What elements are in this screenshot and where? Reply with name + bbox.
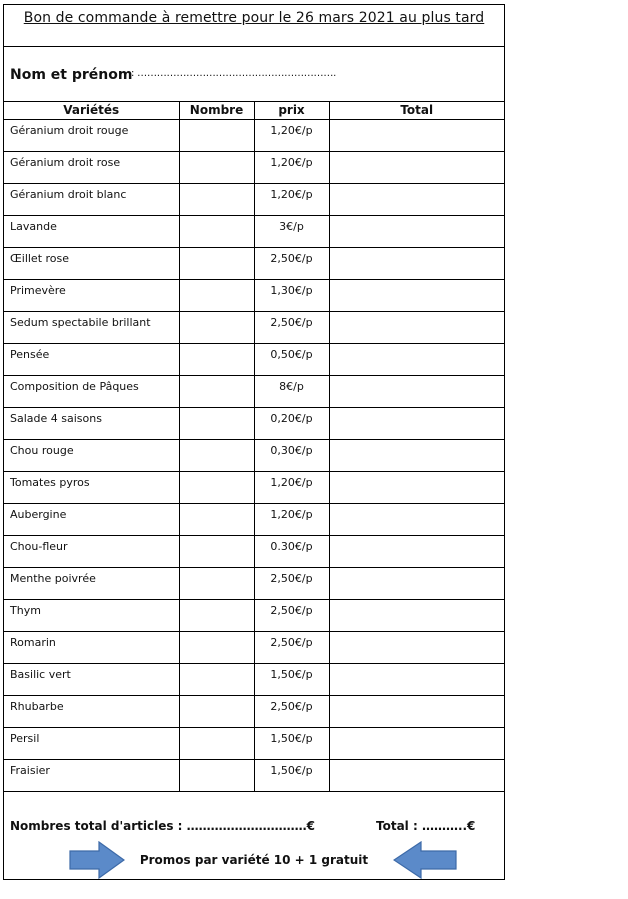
variety-cell (4, 568, 179, 600)
variety-cell (4, 248, 179, 280)
name-label: Nom et prénom (10, 67, 133, 83)
price-value: 1,50€/p (270, 668, 313, 681)
quantity-cell[interactable] (179, 120, 254, 152)
variety-name: Chou-fleur (10, 540, 68, 553)
variety-name: Chou rouge (10, 444, 74, 457)
price-cell (254, 760, 329, 792)
price-cell (254, 728, 329, 760)
arrow-shape (394, 842, 456, 878)
total-items-label: Nombres total d'articles : …………………………€ (10, 819, 316, 833)
quantity-cell[interactable] (179, 248, 254, 280)
column-header-total: Total (329, 101, 504, 120)
total-cell[interactable] (329, 120, 504, 152)
price-value: 2,50€/p (270, 252, 313, 265)
total-cell[interactable] (329, 600, 504, 632)
price-value: 2,50€/p (270, 604, 313, 617)
price-cell (254, 120, 329, 152)
price-value: 3€/p (279, 220, 304, 233)
table-row (4, 216, 504, 248)
price-cell (254, 280, 329, 312)
total-cell[interactable] (329, 312, 504, 344)
variety-cell (4, 536, 179, 568)
page-title: Bon de commande à remettre pour le 26 mars 2021 au plus tard (23, 10, 485, 26)
variety-cell (4, 696, 179, 728)
quantity-cell[interactable] (179, 536, 254, 568)
variety-name: Thym (10, 604, 41, 617)
title-box (4, 5, 504, 47)
price-cell (254, 600, 329, 632)
price-value: 1,20€/p (270, 124, 313, 137)
table-row (4, 184, 504, 216)
price-value: 1,50€/p (270, 764, 313, 777)
column-header-variety: Variétés (4, 101, 179, 120)
variety-name: Persil (10, 732, 40, 745)
variety-name: Lavande (10, 220, 57, 233)
variety-name: Primevère (10, 284, 66, 297)
total-cell[interactable] (329, 664, 504, 696)
quantity-cell[interactable] (179, 184, 254, 216)
order-table (4, 101, 504, 792)
price-value: 1,50€/p (270, 732, 313, 745)
total-cell[interactable] (329, 536, 504, 568)
quantity-cell[interactable] (179, 696, 254, 728)
quantity-cell[interactable] (179, 632, 254, 664)
quantity-cell[interactable] (179, 568, 254, 600)
table-row (4, 408, 504, 440)
variety-cell (4, 184, 179, 216)
variety-cell (4, 760, 179, 792)
variety-cell (4, 120, 179, 152)
total-cell[interactable] (329, 760, 504, 792)
total-cell[interactable] (329, 568, 504, 600)
quantity-cell[interactable] (179, 408, 254, 440)
total-cell[interactable] (329, 440, 504, 472)
variety-cell (4, 440, 179, 472)
variety-cell (4, 472, 179, 504)
table-row (4, 312, 504, 344)
variety-cell (4, 216, 179, 248)
price-cell (254, 568, 329, 600)
total-cell[interactable] (329, 248, 504, 280)
variety-name: Romarin (10, 636, 56, 649)
price-value: 1,30€/p (270, 284, 313, 297)
table-row (4, 600, 504, 632)
name-section (4, 46, 504, 102)
table-row (4, 472, 504, 504)
total-cell[interactable] (329, 472, 504, 504)
variety-name: Tomates pyros (10, 476, 90, 489)
total-cell[interactable] (329, 408, 504, 440)
price-value: 1,20€/p (270, 188, 313, 201)
total-cell[interactable] (329, 632, 504, 664)
name-field[interactable]: : ……………………………………………………. (131, 68, 337, 79)
column-header-quantity: Nombre (179, 101, 254, 120)
variety-name: Sedum spectabile brillant (10, 316, 151, 329)
table-row (4, 632, 504, 664)
price-value: 1,20€/p (270, 156, 313, 169)
quantity-cell[interactable] (179, 600, 254, 632)
variety-cell (4, 600, 179, 632)
total-cell[interactable] (329, 696, 504, 728)
table-row (4, 344, 504, 376)
variety-name: Géranium droit rouge (10, 124, 129, 137)
table-row (4, 664, 504, 696)
variety-name: Géranium droit blanc (10, 188, 127, 201)
variety-cell (4, 152, 179, 184)
variety-name: Aubergine (10, 508, 67, 521)
table-row (4, 376, 504, 408)
variety-cell (4, 408, 179, 440)
variety-cell (4, 728, 179, 760)
total-cell[interactable] (329, 152, 504, 184)
price-cell (254, 152, 329, 184)
price-cell (254, 536, 329, 568)
variety-cell (4, 344, 179, 376)
column-header-price: prix (254, 101, 329, 120)
arrow-left-icon (393, 841, 457, 879)
table-row (4, 536, 504, 568)
price-cell (254, 184, 329, 216)
price-cell (254, 248, 329, 280)
variety-name: Basilic vert (10, 668, 71, 681)
price-value: 0,20€/p (270, 412, 313, 425)
quantity-cell[interactable] (179, 472, 254, 504)
order-form (3, 4, 505, 880)
price-cell (254, 408, 329, 440)
price-cell (254, 664, 329, 696)
total-cell[interactable] (329, 184, 504, 216)
table-row (4, 248, 504, 280)
price-cell (254, 376, 329, 408)
quantity-cell[interactable] (179, 376, 254, 408)
price-value: 2,50€/p (270, 572, 313, 585)
variety-name: Pensée (10, 348, 50, 361)
price-value: 0,30€/p (270, 444, 313, 457)
quantity-cell[interactable] (179, 312, 254, 344)
price-cell (254, 312, 329, 344)
price-value: 2,50€/p (270, 316, 313, 329)
quantity-cell[interactable] (179, 280, 254, 312)
variety-name: Composition de Pâques (10, 380, 139, 393)
price-cell (254, 344, 329, 376)
price-value: 0.30€/p (270, 540, 313, 553)
price-value: 0,50€/p (270, 348, 313, 361)
table-row (4, 280, 504, 312)
variety-name: Fraisier (10, 764, 50, 777)
table-row (4, 568, 504, 600)
table-row (4, 696, 504, 728)
total-cell[interactable] (329, 216, 504, 248)
price-value: 1,20€/p (270, 476, 313, 489)
order-footer (4, 797, 504, 881)
quantity-cell[interactable] (179, 216, 254, 248)
price-value: 2,50€/p (270, 700, 313, 713)
price-cell (254, 440, 329, 472)
variety-cell (4, 376, 179, 408)
quantity-cell[interactable] (179, 152, 254, 184)
total-cell[interactable] (329, 376, 504, 408)
quantity-cell[interactable] (179, 504, 254, 536)
table-row (4, 440, 504, 472)
variety-name: Rhubarbe (10, 700, 64, 713)
price-value: 8€/p (279, 380, 304, 393)
quantity-cell[interactable] (179, 344, 254, 376)
table-row (4, 728, 504, 760)
quantity-cell[interactable] (179, 440, 254, 472)
variety-cell (4, 504, 179, 536)
total-cell[interactable] (329, 504, 504, 536)
table-row (4, 120, 504, 152)
variety-name: Œillet rose (10, 252, 70, 265)
price-cell (254, 216, 329, 248)
table-row (4, 504, 504, 536)
promo-text: Promos par variété 10 + 1 gratuit (139, 853, 369, 867)
variety-cell (4, 280, 179, 312)
table-row (4, 760, 504, 792)
variety-cell (4, 632, 179, 664)
price-value: 2,50€/p (270, 636, 313, 649)
price-cell (254, 504, 329, 536)
table-header-row (4, 101, 504, 120)
quantity-cell[interactable] (179, 664, 254, 696)
table-row (4, 152, 504, 184)
variety-name: Menthe poivrée (10, 572, 96, 585)
price-cell (254, 472, 329, 504)
variety-name: Géranium droit rose (10, 156, 121, 169)
variety-cell (4, 664, 179, 696)
variety-name: Salade 4 saisons (10, 412, 102, 425)
quantity-cell[interactable] (179, 760, 254, 792)
total-cell[interactable] (329, 344, 504, 376)
price-cell (254, 632, 329, 664)
total-cell[interactable] (329, 728, 504, 760)
price-value: 1,20€/p (270, 508, 313, 521)
total-amount-label: Total : ………..€ (376, 819, 476, 833)
total-cell[interactable] (329, 280, 504, 312)
quantity-cell[interactable] (179, 728, 254, 760)
price-cell (254, 696, 329, 728)
variety-cell (4, 312, 179, 344)
